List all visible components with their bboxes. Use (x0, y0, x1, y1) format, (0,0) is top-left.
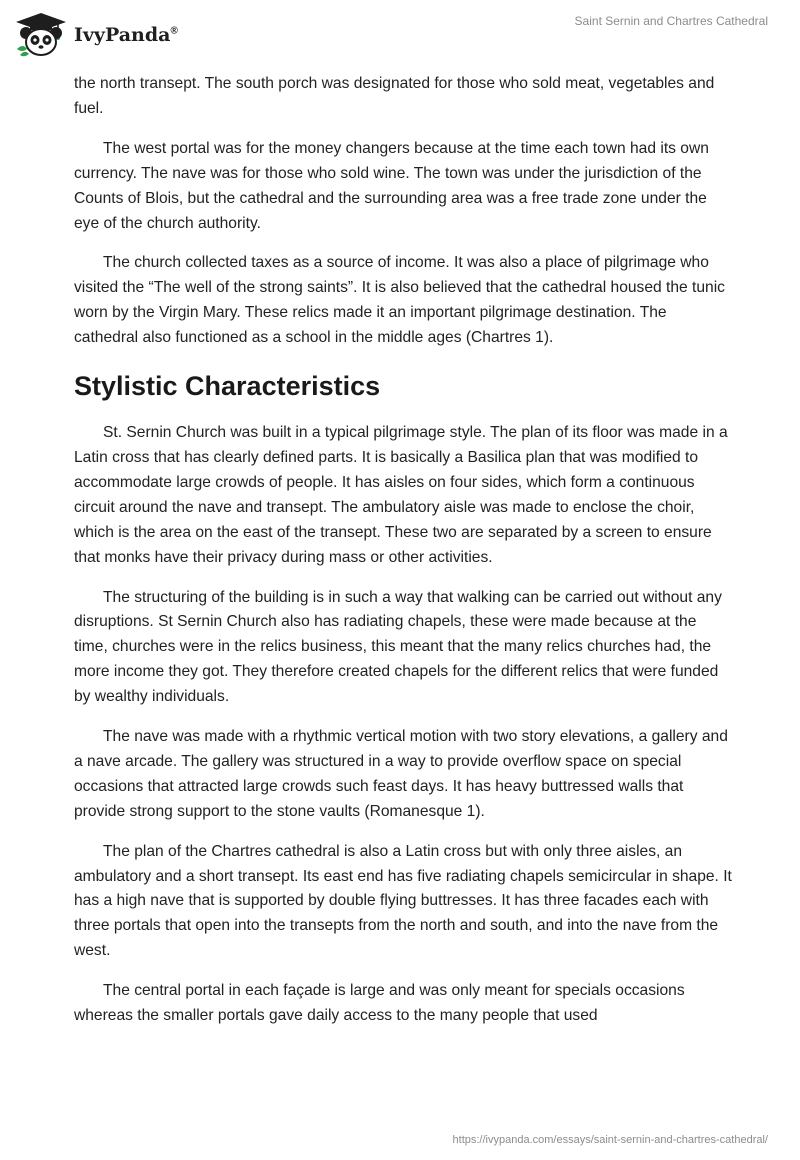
panda-mascot-icon (14, 11, 68, 57)
paragraph: The central portal in each façade is large and was only meant for specials occasions whereas the smaller portals gave daily access to the many people that used (74, 982, 685, 1025)
brand-name (74, 24, 178, 46)
document-title: Saint Sernin and Chartres Cathedral (574, 14, 768, 28)
essay-body (74, 72, 734, 1044)
paragraph: The plan of the Chartres cathedral is also a Latin cross but with only three aisles, an ambulatory and a short transept. Its east end has five radiating chapels semicircular in shape. It has a high nave that is supported by double flying buttresses. It has three facades each with three portals that open into the transepts from the north and south, and into the nave from the west. (74, 842, 732, 960)
paragraph: The nave was made with a rhythmic vertical motion with two story elevations, a gallery and a nave arcade. The gallery was structured in a way to provide overflow space on special occasions that attracted large crowds such feast days. It has heavy buttressed walls that provide strong support to the stone vaults (Romanesque 1). (74, 728, 728, 820)
page-header (0, 0, 800, 70)
section-heading: Stylistic Characteristics (74, 371, 381, 402)
paragraph: The west portal was for the money changers because at the time each town had its own currency. The nave was for those who sold wine. The town was under the jurisdiction of the Counts of Blois, but the cathedral and the surrounding area was a free trade zone under the eye of the church authority. (74, 139, 709, 232)
paragraph: St. Sernin Church was built in a typical pilgrimage style. The plan of its floor was made in a Latin cross that has clearly defined parts. It is basically a Basilica plan that was modified to accommodate large crowds of people. It has aisles on four sides, which form a continuous circuit around the nave and transept. The ambulatory aisle was made to enclose the choir, which is the area on the east of the transept. These two are separated by a screen to ensure that monks have their privacy during mass or other activities. (74, 424, 728, 566)
brand-label: IvyPanda (74, 24, 171, 46)
registered-mark: ® (170, 25, 178, 37)
paragraph: The structuring of the building is in such a way that walking can be carried out without any disruptions. St Sernin Church also has radiating chapels, these were made because at the time, churches were in the relics business, this meant that the many relics churches had, the more income they got. They therefore created chapels for the different relics that were funded by wealthy individuals. (74, 588, 722, 706)
paragraph: the north transept. The south porch was designated for those who sold meat, vegetables and fuel. (74, 75, 715, 117)
paragraph: The church collected taxes as a source of income. It was also a place of pilgrimage who visited the “The well of the strong saints”. It is also believed that the cathedral housed the tunic worn by the Virgin Mary. These relics made it an important pilgrimage destination. The cathedral also functioned as a school in the middle ages (Chartres 1). (74, 254, 725, 347)
source-url-link[interactable]: https://ivypanda.com/essays/saint-sernin-and-chartres-cathedral/ (452, 1134, 768, 1146)
ivypanda-logo[interactable] (14, 8, 178, 60)
